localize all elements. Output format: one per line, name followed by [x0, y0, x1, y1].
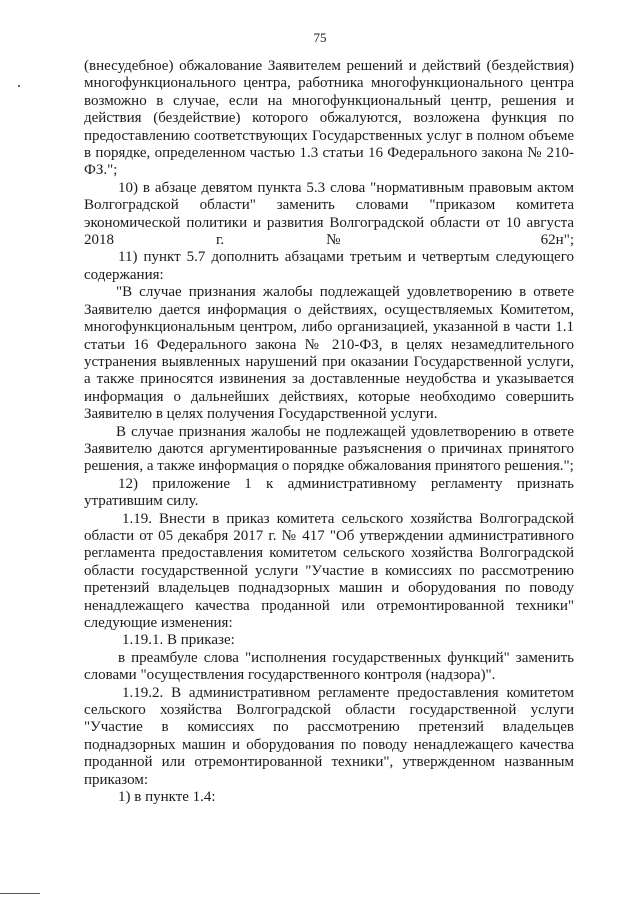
paragraph-item-12: 12) приложение 1 к административному регламенту признать утратившим силу. [84, 475, 574, 510]
paragraph-quote-satisfied: "В случае признания жалобы подлежащей удовлетворению в ответе Заявителю дается информация о действиях, осуществляемых Комитетом, многофункциональным центром, либо организацией, указанной в части 1.1 статьи 16 Федерального закона № 210-ФЗ, в целях незамедлительного устранения выявленных нарушений при оказании Государственной услуги, а также приносятся извинения за доставленные неудобства и указывается информация о дальнейших действиях, которые необходимо совершить Заявителю в целях получения Государственной услуги. [84, 284, 574, 423]
paragraph-appeal-continuation: (внесудебное) обжалование Заявителем решений и действий (бездействия) многофункционального центра, работника многофункционального центра возможно в случае, если на многофункциональный центр, решения и действия (бездействие) которого обжалуются, возложена функция по предоставлению соответствующих Государственных услуг в полном объеме в порядке, определенном частью 1.3 статьи 16 Федерального закона № 210-ФЗ."; [84, 58, 574, 179]
document-body [84, 58, 574, 806]
paragraph-item-10: 10) в абзаце девятом пункта 5.3 слова "нормативным правовым актом Волгоградской области" заменить словами "приказом комитета экономической политики и развития Волгоградской области от 10 августа 2018 г. № 62н"; [84, 179, 574, 249]
page-number: 75 [313, 30, 327, 45]
paragraph-item-11: 11) пункт 5.7 дополнить абзацами третьим и четвертым следующего содержания: [84, 249, 574, 283]
scan-artifact-dot [18, 85, 20, 87]
paragraph-item-1-point-1-4: 1) в пункте 1.4: [118, 789, 216, 806]
paragraph-quote-rejected: В случае признания жалобы не подлежащей удовлетворению в ответе Заявителю даются аргументированные разъяснения о причинах принятого решения, а также информация о порядке обжалования принятого решения."; [84, 423, 574, 475]
paragraph-section-1-19-2: 1.19.2. В административном регламенте предоставления комитетом сельского хозяйства Волгоградской области государственной услуги "Участие в комиссиях по рассмотрению претензий владельцев поднадзорных машин и оборудования по поводу ненадлежащего качества проданной или отремонтированной техники", утвержденном названным приказом: [84, 684, 574, 788]
scan-artifact-line [0, 893, 40, 894]
paragraph-preamble-change: в преамбуле слова "исполнения государственных функций" заменить словами "осуществления государственного контроля (надзора)". [84, 649, 574, 684]
paragraph-section-1-19: 1.19. Внести в приказ комитета сельского хозяйства Волгоградской области от 05 декабря 2017 г. № 417 "Об утверждении административного регламента предоставления комитетом сельского хозяйства Волгоградской области государственной услуги "Участие в комиссиях по рассмотрению претензий владельцев поднадзорных машин и оборудования по поводу ненадлежащего качества проданной или отремонтированной техники" следующие изменения: [84, 510, 574, 631]
paragraph-section-1-19-1: 1.19.1. В приказе: [122, 632, 235, 649]
